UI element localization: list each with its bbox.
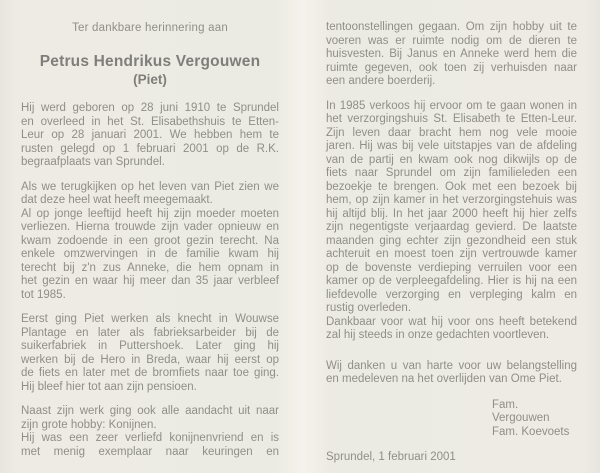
text-line: de fiets en later met de bromfiets naar toe ging.	[21, 367, 279, 379]
paragraph	[326, 21, 577, 89]
text-line: terecht bij z'n zus Anneke, die hem opnam in	[21, 261, 279, 274]
text-line: rusten gelegd op 1 februari 2001 op de R.K.	[21, 142, 279, 155]
text-line: dat deze heel wat heeft meegemaakt.	[21, 194, 213, 206]
text-line: zijn negentigste verjaardag gevierd. De laatste	[326, 221, 577, 233]
deceased-name: Petrus Hendrikus Vergouwen	[39, 53, 261, 70]
text-line: Leur op 28 januari 2001. We hebben hem te	[21, 129, 279, 141]
text-line: en medeleven na het overlijden van Ome Piet.	[326, 373, 562, 385]
text-line: enkele omzwervingen in de familie kwam hij	[21, 248, 279, 260]
text-line: jaren. Hij was bij vele uitstapjes van de afdeling	[326, 140, 577, 152]
text-line: achteruit en moest toen zijn vertrouwde kamer	[326, 248, 577, 260]
text-line: Plantage en later als fabrieksarbeider bij de	[21, 326, 279, 339]
text-line: maanden ging echter zijn gezondheid een stuk	[326, 234, 577, 247]
place-dateline: Sprundel, 1 februari 2001	[326, 451, 456, 463]
text-line: huisvesten. Bij Janus en Anneke werd hem die	[326, 48, 577, 60]
text-line: het gezin en waar hij meer dan 35 jaar verbleef	[21, 275, 279, 287]
deceased-nickname: (Piet)	[133, 72, 167, 87]
paragraph	[21, 313, 279, 394]
text-line: liefdevolle verzorging en verpleging kalm en	[326, 288, 577, 301]
text-line: verliezen. Hierna trouwde zijn vader opnieuw en	[21, 221, 279, 233]
text-line: ruimte gegeven, ook toen zij verhuisden naar	[326, 61, 577, 74]
text-line: Wij danken u van harte voor uw belangstelling	[326, 359, 577, 372]
paragraph	[326, 360, 577, 387]
text-line: rustig overleden.	[326, 302, 412, 314]
signatures	[326, 399, 577, 440]
text-line: fiets naar Sprundel om zijn familieleden een	[326, 167, 577, 179]
acknowledgement-text	[326, 360, 577, 387]
text-line: voeren was er ruimte nodig om de dieren te	[326, 34, 577, 47]
text-line: bezoekje te brengen. Ook met een bezoek bij	[326, 180, 577, 193]
text-line: zal hij steeds in onze gedachten voortleven.	[326, 329, 550, 341]
paragraph	[21, 102, 279, 170]
text-line: en overleed in het St. Elisabethshuis te Etten-	[21, 115, 279, 128]
text-line: Eerst ging Piet werken als knecht in Wouwse	[21, 313, 279, 325]
text-line: In 1985 verkoos hij ervoor om te gaan wonen in	[326, 99, 577, 112]
text-line: suikerfabriek in Puttershoek. Later ging hij	[21, 340, 279, 352]
text-line: van de partij en kwam ook nog dikwijls op de	[326, 153, 577, 166]
text-line: Al op jonge leeftijd heeft hij zijn moeder moeten	[21, 207, 279, 220]
text-line: Hij werd geboren op 28 juni 1910 te Sprundel	[21, 102, 279, 114]
right-page	[326, 21, 577, 465]
text-line: kwam zodoende in een groot gezin terecht. Na	[21, 234, 279, 247]
right-page-text	[326, 21, 577, 343]
text-line: hij altijd blij. In het jaar 2000 heeft hij hier zelfs	[326, 207, 577, 220]
signature-family-vergouwen: Fam. Vergouwen	[492, 398, 550, 424]
text-line: werken bij de Hero in Breda, waar hij eerst op	[21, 353, 279, 366]
paragraph	[326, 100, 577, 343]
left-page	[21, 22, 279, 459]
text-line: Naast zijn werk ging ook alle aandacht uit naar	[21, 405, 279, 417]
text-line: zijn grote hobby: Konijnen.	[21, 418, 157, 431]
left-page-text	[21, 102, 279, 459]
text-line: een andere boerderij.	[326, 75, 436, 87]
text-line: hem, op zijn kamer in het verzorgingstehuis was	[326, 194, 577, 206]
text-line: begraafplaats van Sprundel.	[21, 156, 165, 168]
text-line: Hij was een zeer verliefd konijnenvriend en is	[21, 432, 279, 444]
text-line: Zijn leven daar bracht hem nog vele mooie	[326, 126, 577, 139]
text-line: met menig exemplaar naar keuringen en	[21, 445, 279, 458]
paragraph	[21, 405, 279, 459]
text-line: kamer op de verpleegafdeling. Hier is hij na een	[326, 275, 577, 287]
text-line: tentoonstellingen gegaan. Om zijn hobby uit te	[326, 21, 577, 33]
text-line: Dankbaar voor wat hij voor ons heeft betekend	[326, 315, 577, 328]
text-line: het verzorgingshuis St. Elisabeth te Etten-Leur.	[326, 113, 577, 125]
text-line: Hij bleef hier tot aan zijn pensioen.	[21, 380, 197, 393]
memorial-header: Ter dankbare herinnering aan	[72, 22, 228, 34]
paragraph	[21, 181, 279, 303]
signature-family-koevoets: Fam. Koevoets	[492, 425, 570, 438]
text-line: op de bovenste verdieping verruilen voor een	[326, 261, 577, 274]
text-line: Als we terugkijken op het leven van Piet zien we	[21, 180, 279, 193]
text-line: tot 1985.	[21, 288, 66, 301]
